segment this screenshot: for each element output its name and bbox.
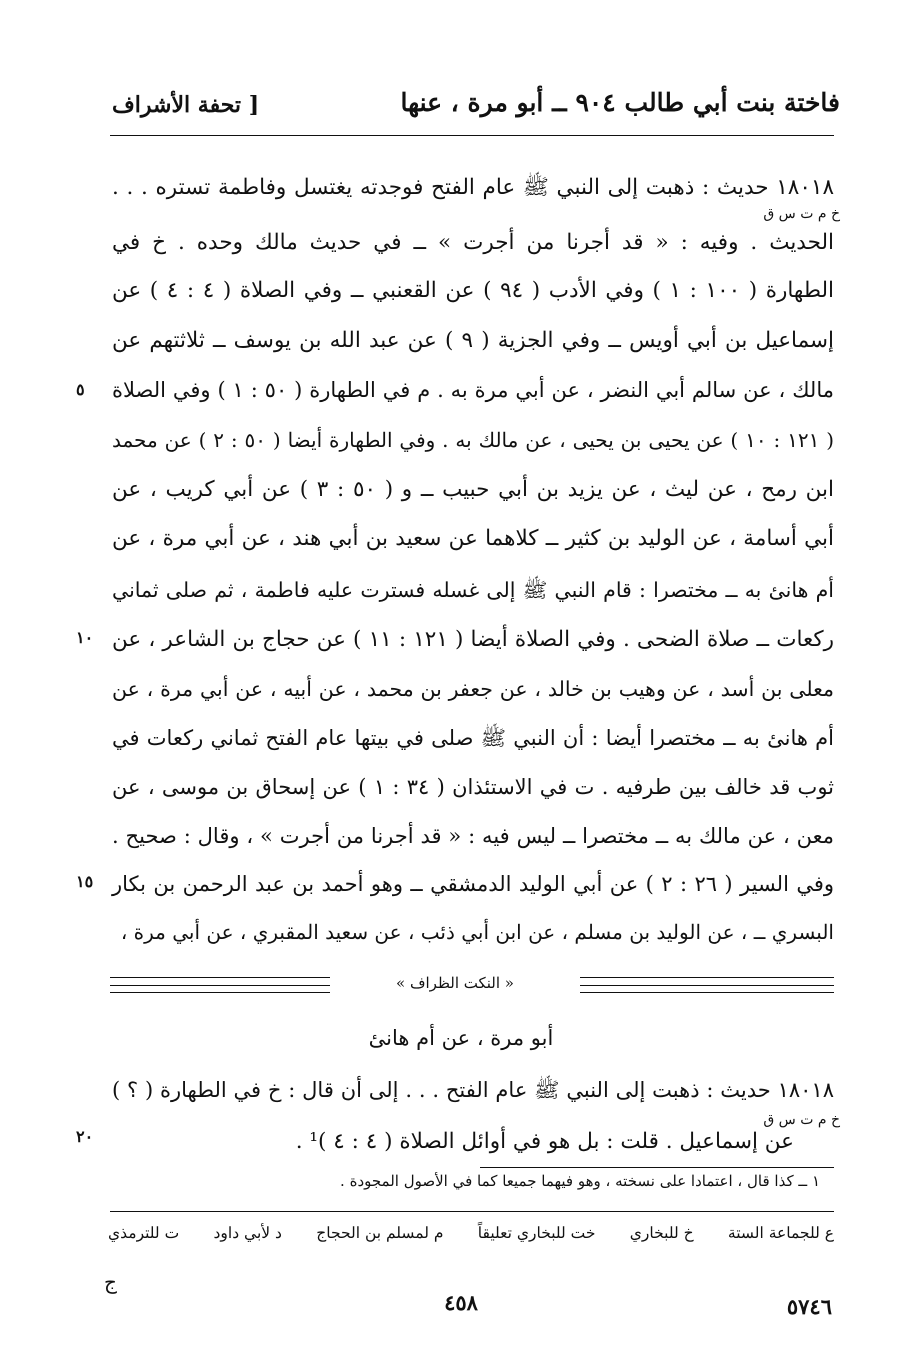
footnote-rule	[480, 1167, 834, 1168]
nukat-line: عن إسماعيل . قلت : بل هو في أوائل الصلاة ( ٤ : ٤ )¹ .	[295, 1129, 794, 1154]
sigla-marks: خ م ت س ق	[763, 1112, 840, 1128]
text-line: أم هانئ به ــ مختصرا : قام النبي ﷺ إلى غسله فسترت عليه فاطمة ، ثم صلى ثماني	[112, 578, 834, 602]
text-line: وفي السير ( ٢٦ : ٢ ) عن أبي الوليد الدمشقي ــ وهو أحمد بن عبد الرحمن بن بكار	[112, 872, 834, 896]
text-line: ( ١٢١ : ١٠ ) عن يحيى بن يحيى ، عن مالك به . وفي الطهارة أيضا ( ٥٠ : ٢ ) عن محمد	[112, 428, 835, 452]
running-header-book: [ تحفة الأشراف	[112, 92, 260, 118]
line-number: ١٠	[76, 628, 94, 647]
line-number: ٥	[76, 380, 85, 399]
abbreviation-item: خ للبخاري	[629, 1224, 694, 1242]
text-line: أبي أسامة ، عن الوليد بن كثير ــ كلاهما عن سعيد بن أبي هند ، عن أبي مرة ، عن	[112, 526, 834, 551]
text-line: البسري ــ ، عن الوليد بن مسلم ، عن ابن أبي ذئب ، عن سعيد المقبري ، عن أبي مرة ،	[120, 920, 834, 944]
text-line: معلى بن أسد ، عن وهيب بن خالد ، عن جعفر بن محمد ، عن أبيه ، عن أبي مرة ، عن	[112, 677, 834, 701]
text-line: أم هانئ به ــ مختصرا أيضا : أن النبي ﷺ صلى في بيتها عام الفتح ثماني ركعات في	[112, 726, 834, 750]
line-number: ٢٠	[76, 1127, 94, 1146]
text-line: الطهارة ( ١٠٠ : ١ ) وفي الأدب ( ٩٤ ) عن القعنبي ــ وفي الصلاة ( ٤ : ٤ ) عن	[112, 278, 834, 303]
text-line: ابن رمح ، عن ليث ، عن يزيد بن أبي حبيب ــ و ( ٥٠ : ٣ ) عن أبي كريب ، عن	[112, 477, 834, 502]
running-header-title: فاختة بنت أبي طالب ٩٠٤ ــ أبو مرة ، عنها	[400, 88, 840, 117]
abbreviation-item: د لأبي داود	[213, 1224, 282, 1242]
sigla-marks: خ م ت س ق	[763, 206, 840, 222]
text-line: إسماعيل بن أبي أويس ــ وفي الجزية ( ٩ ) عن عبد الله بن يوسف ــ ثلاثتهم عن	[112, 328, 835, 353]
page-number: ٤٥٨	[444, 1290, 478, 1315]
text-line: الحديث . وفيه : « قد أجرنا من أجرت » ــ في حديث مالك وحده . خ في	[112, 230, 834, 255]
text-line: ركعات ــ صلاة الضحى . وفي الصلاة أيضا ( ١٢١ : ١١ ) عن حجاج بن الشاعر ، عن	[112, 627, 835, 652]
header-rule	[110, 135, 834, 136]
text-line: معن ، عن مالك به ــ مختصرا ــ ليس فيه : « قد أجرنا من أجرت » ، وقال : صحيح .	[112, 824, 834, 848]
abbreviation-item: خت للبخاري تعليقاً	[477, 1224, 596, 1242]
abbreviation-item: م لمسلم بن الحجاج	[316, 1224, 444, 1242]
text-line: ثوب قد خالف بين طرفيه . ت في الاستئذان ( ٣٤ : ١ ) عن إسحاق بن موسى ، عن	[112, 775, 835, 799]
abbreviation-item: ت للترمذي	[108, 1224, 180, 1242]
divider-label: « النكت الظراف »	[330, 972, 580, 994]
footnote: ١ ــ كذا قال ، اعتمادا على نسخته ، وهو فيهما جميعا كما في الأصول المجودة .	[340, 1172, 820, 1190]
nukat-line: ١٨٠١٨ حديث : ذهبت إلى النبي ﷺ عام الفتح . . . إلى أن قال : خ في الطهارة ( ؟ )	[112, 1078, 834, 1102]
volume-mark: ج	[104, 1270, 117, 1294]
text-line: مالك ، عن سالم أبي النضر ، عن أبي مرة به . م في الطهارة ( ٥٠ : ١ ) وفي الصلاة	[112, 378, 834, 402]
line-number: ١٥	[76, 872, 94, 891]
abbreviations-rule	[110, 1211, 834, 1212]
text-line: ١٨٠١٨ حديث : ذهبت إلى النبي ﷺ عام الفتح فوجدته يغتسل وفاطمة تستره . . .	[112, 175, 834, 200]
abbreviation-item: ع للجماعة الستة	[727, 1224, 834, 1242]
cumulative-page-number: ٥٧٤٦	[786, 1294, 832, 1319]
abbreviations-key	[108, 1224, 834, 1242]
section-subheading: أبو مرة ، عن أم هانئ	[368, 1026, 554, 1050]
